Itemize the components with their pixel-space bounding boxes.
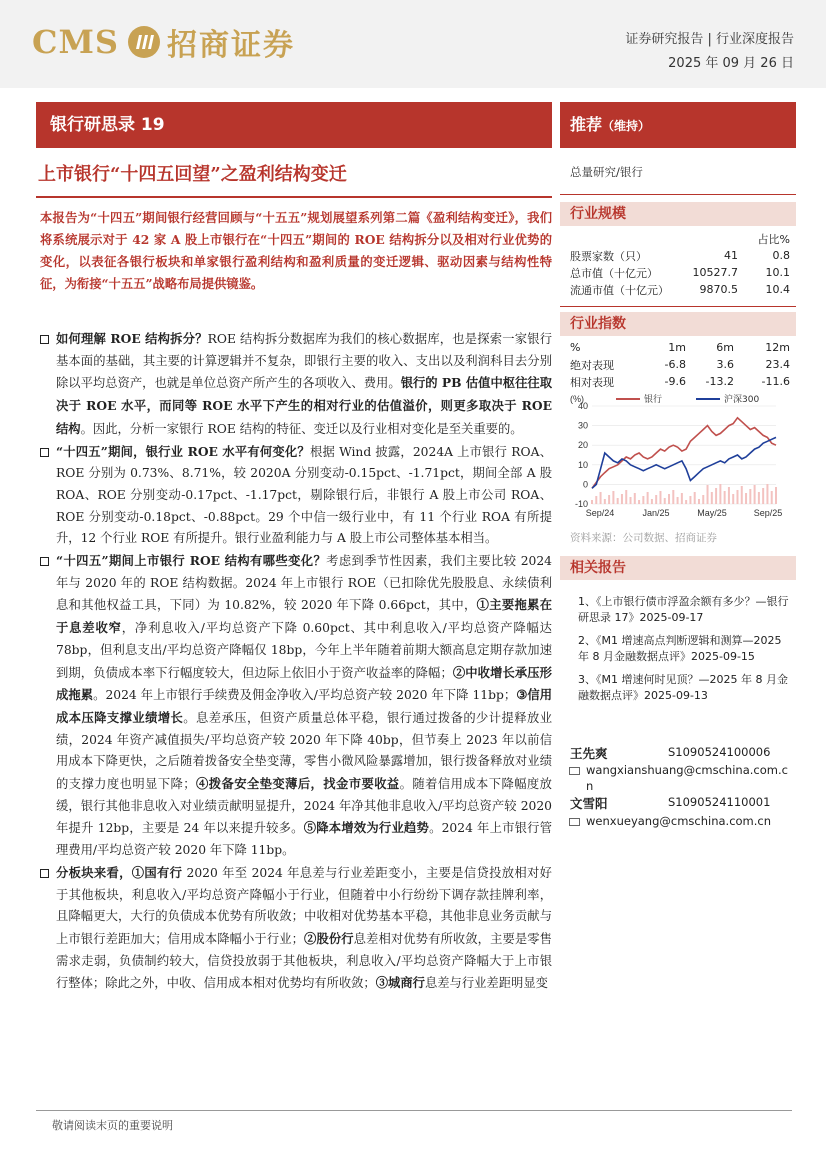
section-divider (560, 194, 796, 195)
table-row (570, 281, 790, 298)
section-divider (560, 306, 796, 307)
table-header-row (570, 230, 790, 247)
paragraph-emphasis: ①主要拖累在于息差收窄 (56, 597, 552, 636)
table-row (570, 373, 790, 390)
row-value: 9870.5 (699, 283, 738, 296)
related-report-item[interactable]: 3、《M1 增速何时见顶？—2025 年 8 月金融数据点评》2025-09-13 (578, 673, 788, 702)
volume-bar (608, 495, 610, 504)
paragraph-emphasis: ⑤降本增效为行业趋势 (303, 820, 430, 836)
logo-chinese: 招商证券 (167, 28, 295, 63)
legend-label-bank: 银行 (644, 395, 663, 405)
volume-bar (681, 493, 683, 504)
table-row (570, 247, 790, 264)
industry-scale-table (570, 230, 790, 298)
volume-bar (702, 495, 704, 504)
row-label: 绝对表现 (570, 358, 614, 372)
volume-bar (677, 497, 679, 504)
rating-bar (560, 102, 796, 148)
analyst-name: 王先爽 (570, 746, 608, 761)
table-row (570, 356, 790, 373)
footer-divider (36, 1110, 792, 1111)
analyst-name: 文雪阳 (570, 796, 608, 811)
related-section-title: 相关报告 (560, 556, 796, 580)
volume-bar (715, 488, 717, 504)
row-value: -11.6 (761, 375, 790, 388)
paragraph-roe-breakdown (40, 328, 552, 441)
paragraph-roe-level (40, 441, 552, 551)
volume-bar (668, 494, 670, 504)
paragraph-emphasis: ①国有行 (131, 864, 183, 880)
volume-bar (591, 500, 593, 504)
volume-bar (694, 492, 696, 504)
logo-latin: CMS (32, 23, 119, 61)
analyst-certificate: S1090524110001 (668, 795, 771, 809)
row-value: 41 (724, 249, 738, 262)
bullet-icon (40, 335, 49, 344)
row-value: 3.6 (716, 358, 734, 371)
volume-bar (758, 492, 760, 504)
industry-index-table (570, 339, 790, 390)
paragraph-by-segment (40, 862, 552, 995)
x-tick-label: May/25 (697, 508, 727, 518)
abstract: 本报告为“十四五”期间银行经营回顾与“十五五”规划展望系列第二篇《盈利结构变迁》，我们将系统展示对于 42 家 A 股上市银行在“十四五”期间的 ROE 结构拆分以及相对行业优势的变化，以表征各银行板块和单家银行盈利结构和盈利质量的变迁逻辑、驱动因素与结构性特征，为衔接“十五五”战略布局提供镜鉴。 (40, 210, 552, 291)
volume-bar (728, 487, 730, 504)
col-header: 6m (716, 341, 734, 354)
y-tick-label: 30 (577, 420, 588, 431)
scale-section-title: 行业规模 (560, 202, 796, 226)
analyst-email[interactable]: wangxianshuang@cmschina.com.cn (586, 763, 788, 793)
y-tick-label: -10 (574, 499, 588, 509)
logo-mark-icon (127, 25, 161, 59)
analyst-certificate: S1090524100006 (668, 745, 771, 759)
paragraph-emphasis: ④拨备安全垫变薄后，找金市要收益 (195, 776, 400, 792)
mail-icon (569, 818, 580, 826)
volume-bar (621, 494, 623, 504)
paragraph-emphasis: ③信用成本压降支撑业绩增长 (56, 687, 552, 725)
index-performance-chart (566, 392, 790, 526)
paragraph-emphasis: ③城商行 (375, 975, 425, 991)
volume-bar (745, 493, 747, 504)
volume-bar (754, 485, 756, 504)
paragraph-text: 。2024 年上市银行手续费及佣金净收入/平均总资产较 2020 年下降 11bp； (93, 688, 517, 703)
volume-bar (638, 500, 640, 504)
volume-bar (659, 491, 661, 504)
paragraph-text: ROE 结构拆分数据库为我们的核心数据库，也是探索一家银行基本面的基础，其主要的计算逻辑并不复杂，即银行主要的收入、支出以及利润科目去分别除以平均总资产，也就是单位总资产所产生的各项收入、费用。 (56, 332, 552, 391)
row-value: 10527.7 (692, 266, 738, 279)
volume-bar (647, 492, 649, 504)
row-pct: 10.4 (765, 283, 790, 296)
y-tick-label: 0 (582, 479, 588, 490)
paragraph-roe-structure (40, 550, 552, 862)
volume-bar (634, 493, 636, 504)
row-label: 总市值（十亿元） (570, 266, 658, 280)
title-divider (36, 196, 552, 198)
row-value: -6.8 (664, 358, 686, 371)
volume-bar (707, 485, 709, 504)
y-axis-unit: (%) (570, 394, 584, 404)
y-tick-label: 10 (577, 459, 588, 470)
row-pct: 0.8 (772, 249, 790, 262)
paragraph-lead: “十四五”期间，银行业 ROE 水平有何变化？ (56, 443, 310, 459)
volume-bar (689, 496, 691, 504)
chart-source: 资料来源：公司数据、招商证券 (570, 532, 717, 544)
row-value: 23.4 (765, 358, 790, 371)
company-logo (32, 20, 295, 64)
paragraph-emphasis: ②股份行 (303, 930, 354, 946)
related-report-item[interactable]: 2、《M1 增速高点判断逻辑和测算—2025 年 8 月金融数据点评》2025-09-15 (578, 634, 782, 663)
table-header-row (570, 339, 790, 356)
paragraph-lead: 分板块来看， (56, 864, 132, 880)
paragraph-text: 。2024 年上市银行管理费用/平均总资产较 2020 年下降 11bp。 (56, 821, 552, 858)
volume-bar (600, 492, 602, 504)
row-pct: 10.1 (765, 266, 790, 279)
paragraph-lead: 如何理解 ROE 结构拆分？ (56, 331, 208, 346)
related-report-item[interactable]: 1、《上市银行债市浮盈余额有多少？—银行研思录 17》2025-09-17 (578, 595, 789, 624)
bullet-icon (40, 557, 49, 566)
volume-bar (685, 500, 687, 504)
report-body (40, 328, 552, 995)
col-header: 12m (765, 341, 790, 354)
footer-note: 敬请阅读末页的重要说明 (52, 1119, 173, 1132)
x-tick-label: Sep/24 (585, 508, 615, 518)
col-header: % (570, 341, 581, 354)
paragraph-text: 息差与行业差距明显变 (424, 976, 548, 991)
related-reports-list (578, 594, 790, 711)
bullet-icon (40, 448, 49, 457)
row-label: 相对表现 (570, 375, 614, 389)
volume-bar (630, 497, 632, 504)
volume-bar (732, 494, 734, 504)
paragraph-lead: “十四五”期间上市银行 ROE 结构有哪些变化？ (56, 553, 327, 569)
index-section-title: 行业指数 (560, 312, 796, 336)
x-tick-label: Sep/25 (753, 508, 783, 518)
volume-bar (719, 484, 721, 504)
volume-bar (612, 491, 614, 504)
volume-bar (698, 499, 700, 504)
analyst-email[interactable]: wenxueyang@cmschina.com.cn (586, 814, 772, 828)
paragraph-text: 。随着信用成本下降幅度放缓，银行其他非息收入对业绩贡献明显提升，2024 年净其他非息收入/平均总资产较 2020 年提升 12bp，主要是 24 年以来提升较多。 (56, 777, 552, 836)
volume-bar (595, 496, 597, 504)
row-value: -13.2 (705, 375, 734, 388)
volume-bar (651, 499, 653, 504)
pct-header: 占比% (757, 232, 790, 246)
x-tick-label: Jan/25 (642, 508, 670, 518)
row-value: -9.6 (664, 375, 686, 388)
rating-note: （维持） (602, 119, 651, 133)
volume-bar (664, 498, 666, 504)
volume-bar (736, 490, 738, 504)
volume-bar (642, 496, 644, 504)
paragraph-text: 2020 年至 2024 年息差与行业差距变小，主要是信贷投放相对好于其他板块，利息收入/平均总资产降幅小于行业，但随着中小行纷纷下调存款挂牌利率，且降幅更大，大行的负债成本优势有所收敛；中收相对优势基本平稳，其他非息业务贡献与上市银行差距加大；信用成本降幅小于行业； (56, 865, 552, 946)
volume-bar (617, 498, 619, 504)
paragraph-text: 根据 Wind 披露，2024A 上市银行 ROA、ROE 分别为 0.73%、8.71%，较 2020A 分别变动-0.15pct、-1.71pct，期间全部 A 股 ROA、ROE 分别变动-0.17pct、-1.17pct，剔除银行后，非银行 A 股上市公司 ROA、ROE 分别变动-0.18pct、-0.88pct。29 个中信一级行业中，有 11 个行业 ROA 有所提升，12 个行业 ROE 有所提升。银行业盈利能力与 A 股上市公司整体基本相当。 (56, 444, 552, 546)
paragraph-text: 。因此，分析一家银行 ROE 结构的特征、变迁以及行业相对变化是至关重要的。 (80, 421, 523, 436)
volume-bar (672, 490, 674, 504)
volume-bar (775, 487, 777, 504)
volume-bar (655, 495, 657, 504)
legend-label-hs300: 沪深300 (724, 395, 760, 405)
paragraph-text: 。息差承压，但资产质量总体平稳，银行通过拨备的少计提释放业绩，2024 年资产减值损失/平均总资产较 2020 年下降 40bp，但节奏上 2023 年以前信用成本下降更快，之后随着拨备安全垫变薄，零售小微风险暴露增加，银行拨备释放对业绩的支撑力度也明显下降； (56, 710, 552, 792)
industry-label: 总量研究/银行 (570, 165, 643, 179)
report-date: 2025 年 09 月 26 日 (668, 56, 794, 71)
y-tick-label: 20 (577, 440, 588, 451)
series-line-bank (592, 418, 776, 489)
report-type: 证券研究报告 | 行业深度报告 (625, 32, 794, 47)
row-label: 流通市值（十亿元） (570, 283, 669, 297)
series-title: 银行研思录 19 (36, 102, 552, 148)
col-header: 1m (668, 341, 686, 354)
volume-bar (604, 499, 606, 504)
y-tick-label: 40 (577, 401, 588, 411)
volume-bar (771, 491, 773, 504)
paragraph-text: 考虑到季节性因素，我们主要比较 2024 年与 2020 年的 ROE 结构数据。2024 年上市银行 ROE（已扣除优先股股息、永续债利息和其他权益工具，下同）为 10.82%，较 2020 年下降 0.66pct，其中， (56, 554, 552, 613)
paragraph-emphasis: 银行的 PB 估值中枢往往取决于 ROE 水平，而同等 ROE 水平下产生的相对行业的估值溢价，则更多取决于 ROE 结构 (56, 375, 553, 436)
table-row (570, 264, 790, 281)
paragraph-text: ，净利息收入/平均总资产下降 0.60pct、其中利息收入/平均总资产降幅达 78bp，但利息支出/平均总资产降幅仅 18bp，今年上半年随着前期大额高息定期存款加速到期，负债成本率下行幅度较大，但边际上依旧小于资产收益率的降幅； (56, 621, 552, 680)
volume-bar (741, 486, 743, 504)
volume-bar (625, 490, 627, 504)
rating: 推荐 (570, 115, 603, 134)
report-title: 上市银行“十四五回望”之盈利结构变迁 (38, 164, 347, 185)
volume-bar (724, 491, 726, 504)
paragraph-text: 息差相对优势有所收敛，主要是零售需求走弱，负债制约较大，信贷投放弱于其他板块，利息收入/平均总资产降幅大于上市银行整体；除此之外，中收、信用成本相对优势均有所收敛； (56, 931, 552, 991)
volume-bar (762, 488, 764, 504)
volume-bar (766, 484, 768, 504)
mail-icon (569, 767, 580, 775)
paragraph-emphasis: ②中收增长承压形成拖累 (56, 664, 552, 703)
volume-bar (711, 492, 713, 504)
row-label: 股票家数（只） (570, 249, 647, 263)
volume-bar (749, 489, 751, 504)
bullet-icon (40, 869, 49, 878)
